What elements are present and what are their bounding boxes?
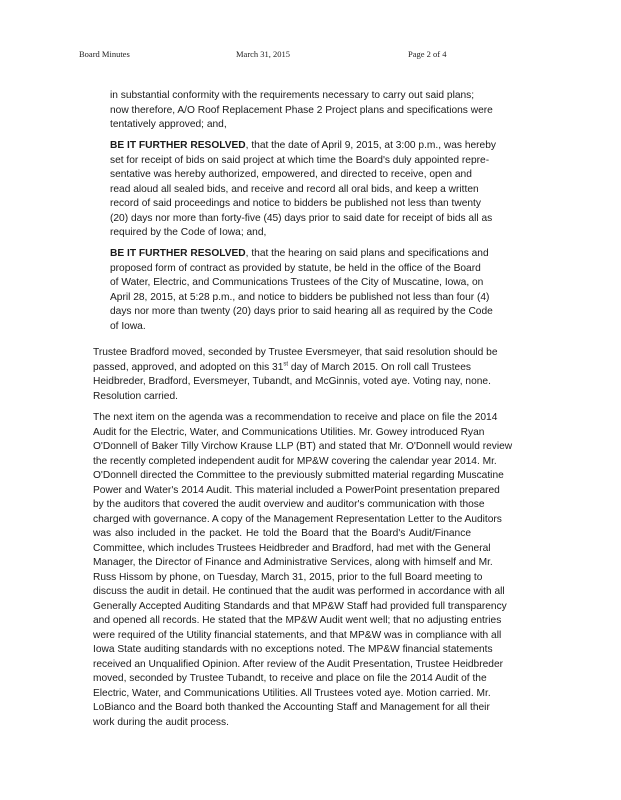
text-line (110, 247, 489, 262)
text-line (110, 139, 496, 154)
text-line: work during the audit process. (93, 716, 229, 728)
resolution-lead: BE IT FURTHER RESOLVED (110, 140, 246, 151)
text-line: was also included in the packet. He told the Board that the Board's Audit/Finance (93, 528, 471, 539)
text-line: Heidbreder, Bradford, Eversmeyer, Tubandt, and McGinnis, voted aye. Voting nay, none. (93, 376, 491, 387)
text-line: Resolution carried. (93, 390, 178, 402)
text-line: record of said proceedings and notice to bidders be published not less than twenty (110, 198, 481, 209)
text-line: required by the Code of Iowa; and, (110, 227, 267, 238)
header-page-number: Page 2 of 4 (408, 49, 447, 59)
text-line: Generally Accepted Auditing Standards and that MP&W Staff had provided full transparency (93, 600, 507, 612)
text-line: proposed form of contract as provided by statute, be held in the office of the Board (110, 262, 481, 274)
text-line: tentatively approved; and, (110, 119, 227, 130)
text-line: days nor more than twenty (20) days prior to said hearing all as required by the Code (110, 306, 493, 317)
text-line: Russ Hissom by phone, on Tuesday, March 31, 2015, prior to the full Board meeting to (93, 571, 483, 583)
text-line: were required of the Utility financial statements, and that MP&W was in compliance with all (93, 629, 502, 641)
text-line: set for receipt of bids on said project at which time the Board's duly appointed repre- (110, 154, 490, 166)
text-line: O'Donnell of Baker Tilly Virchow Krause LLP (BT) and stated that Mr. O'Donnell would review (93, 441, 513, 452)
text-line: received an Unqualified Opinion. After review of the Audit Presentation, Trustee Heidbreder (93, 658, 504, 670)
page-header (0, 49, 621, 63)
text-line: Audit for the Electric, Water, and Communications Utilities. Mr. Gowey introduced Ryan (93, 426, 485, 438)
text-line (93, 361, 471, 376)
paragraph-resolution-bids (110, 139, 496, 241)
text-fragment: , that the hearing on said plans and specifications and (245, 248, 489, 259)
text-line: Power and Water's 2014 Audit. This material included a PowerPoint presentation prepared (93, 484, 500, 496)
text-line: by the auditors that covered the audit overview and auditor's communication with those (93, 499, 485, 510)
text-line: in substantial conformity with the requirements necessary to carry out said plans; (110, 90, 475, 101)
text-line: O'Donnell directed the Committee to the previously submitted material regarding Muscatine (93, 470, 504, 481)
text-line: charged with governance. A copy of the Management Representation Letter to the Auditors (93, 513, 502, 525)
text-line: and opened all records. He stated that the MP&W Audit went well; that no adjusting entries (93, 615, 502, 626)
text-line: of Water, Electric, and Communications Trustees of the City of Muscatine, Iowa, on (110, 277, 484, 288)
text-line: discuss the audit in detail. He continued that the audit was performed in accordance with all (93, 586, 505, 597)
text-line: moved, seconded by Trustee Tubandt, to receive and place on file the 2014 Audit of the (93, 673, 487, 684)
text-line: Electric, Water, and Communications Utilities. All Trustees voted aye. Motion carried. Mr. (93, 687, 491, 699)
text-line: of Iowa. (110, 320, 146, 332)
text-line: the recently completed independent audit for MP&W covering the calendar year 2014. Mr. (93, 455, 497, 467)
paragraph-roll-call (93, 346, 498, 404)
paragraph-conformity (110, 89, 493, 133)
text-line: sentative was hereby authorized, empowered, and directed to receive, open and (110, 169, 472, 180)
text-line: read aloud all sealed bids, and receive and record all oral bids, and keep a written (110, 183, 479, 195)
text-fragment: passed, approved, and adopted on this 31 (93, 361, 284, 373)
text-line: April 28, 2015, at 5:28 p.m., and notice to bidders be published not less than four (4) (110, 291, 490, 303)
paragraph-audit (93, 411, 513, 730)
text-line: Manager, the Director of Finance and Administrative Services, along with himself and Mr. (93, 557, 493, 568)
resolution-lead: BE IT FURTHER RESOLVED (110, 248, 246, 259)
text-line: Committee, which includes Trustees Heidbreder and Bradford, had met with the General (93, 542, 491, 554)
header-document-title: Board Minutes (79, 49, 130, 59)
text-line: Trustee Bradford moved, seconded by Trustee Eversmeyer, that said resolution should be (93, 347, 498, 358)
text-line: LoBianco and the Board both thanked the Accounting Staff and Management for all their (93, 702, 490, 713)
ordinal-superscript: st (283, 361, 289, 368)
text-line: The next item on the agenda was a recommendation to receive and place on file the 2014 (93, 412, 498, 423)
text-line: Iowa State auditing standards with no exceptions noted. The MP&W financial statements (93, 644, 493, 655)
text-fragment: , that the date of April 9, 2015, at 3:00 p.m., was hereby (245, 140, 496, 151)
text-line: now therefore, A/O Roof Replacement Phase 2 Project plans and specifications were (110, 104, 493, 116)
text-fragment: day of March 2015. On roll call Trustees (288, 361, 471, 373)
text-line: (20) days nor more than forty-five (45) days prior to said date for receipt of bids all as (110, 212, 493, 224)
paragraph-resolution-hearing (110, 247, 493, 334)
header-date: March 31, 2015 (236, 49, 291, 59)
